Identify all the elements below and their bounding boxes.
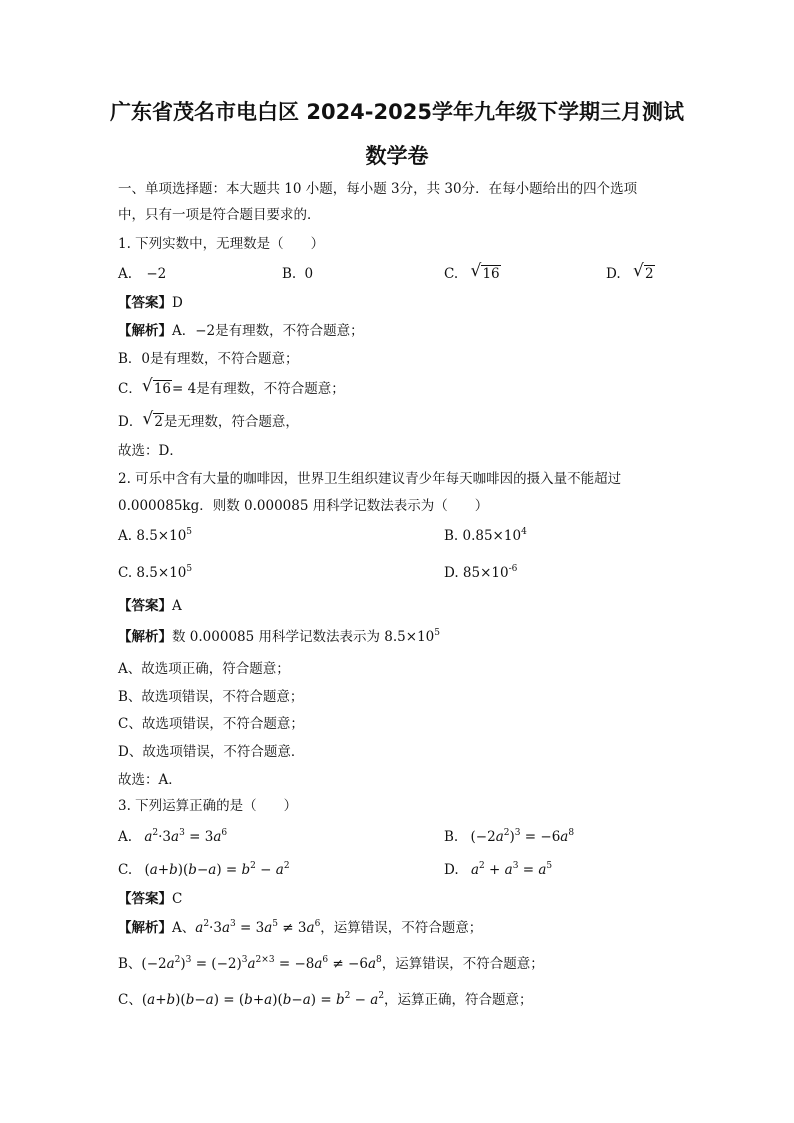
q2-option-a-text: A. 8.5×10 xyxy=(118,528,187,544)
q2-answer-tag: 【答案】 xyxy=(118,598,172,614)
q1-analysis-d xyxy=(118,409,299,431)
q3-analysis-c xyxy=(118,991,533,1009)
q2-analysis xyxy=(118,628,440,646)
q1-analysis-a-text: A．−2是有理数，不符合题意； xyxy=(172,323,364,339)
q1-option-c xyxy=(444,261,501,283)
q1-conclusion: 故选：D． xyxy=(118,443,183,459)
q2-analysis-exp: 5 xyxy=(434,628,440,638)
q3-option-d-expr: $a^2 + a^3 = a^5$ xyxy=(470,861,553,878)
q1-option-a xyxy=(118,265,166,283)
q1-analysis-tag: 【解析】 xyxy=(118,323,172,339)
q2-option-b-text: B. 0.85×10 xyxy=(444,528,522,544)
q3-analysis-c-prefix: C、 xyxy=(118,992,142,1008)
q3-option-d xyxy=(444,861,552,879)
q1-analysis-c-suffix: = 4是有理数，不符合题意； xyxy=(172,381,345,397)
q1-option-c-label: C. xyxy=(444,266,459,282)
q1-analysis-d-sqrt: √ 2 xyxy=(142,409,163,430)
q1-answer xyxy=(118,294,183,312)
q1-option-b-label: B. xyxy=(282,266,297,282)
q1-option-a-label: A. xyxy=(118,266,133,282)
q1-option-b-value: 0 xyxy=(304,266,314,282)
q2-option-a-exp: 5 xyxy=(186,527,193,537)
section-instructions-line2: 中，只有一项是符合题目要求的． xyxy=(118,207,321,223)
q1-analysis-c-sqrt: √ 16 xyxy=(141,376,172,397)
q1-option-d-radicand: 2 xyxy=(644,266,654,282)
q2-option-c-text: C. 8.5×10 xyxy=(118,565,187,581)
q1-option-c-radicand: 16 xyxy=(482,266,500,282)
q2-analysis-tag: 【解析】 xyxy=(118,629,172,645)
q3-analysis-c-expr: $(a+b)(b-a) = (b+a)(b-a) = b^2 - a^2$ xyxy=(141,991,385,1008)
q3-answer-value: C xyxy=(172,891,183,907)
q2-analysis-d: D、故选项错误，不符合题意． xyxy=(118,744,305,760)
q3-analysis-tag: 【解析】 xyxy=(118,920,172,936)
q3-analysis-a xyxy=(118,919,482,937)
q1-analysis-c-radicand: 16 xyxy=(153,381,172,397)
q3-option-b-expr: $(-2a^2)^3 = -6a^8$ xyxy=(470,828,575,845)
q1-option-a-value: −2 xyxy=(146,266,167,282)
q3-analysis-a-suffix: ，运算错误，不符合题意； xyxy=(320,920,483,936)
q3-option-d-label: D. xyxy=(444,862,459,878)
q3-analysis-a-prefix: A、 xyxy=(172,920,196,936)
q2-stem-line2: 0.000085kg．则数 0.000085 用科学记数法表示为（ ） xyxy=(118,498,489,514)
q1-analysis-c-prefix: C． xyxy=(118,381,142,397)
q3-answer xyxy=(118,890,182,908)
q3-option-b-label: B. xyxy=(444,829,459,845)
q1-analysis-c xyxy=(118,376,345,398)
q3-analysis-b-suffix: ，运算错误，不符合题意； xyxy=(381,956,544,972)
q3-analysis-a-expr: $a^2\cdot 3a^3 = 3a^5 \ne 3a^6$ xyxy=(195,919,321,936)
q1-option-c-sqrt: √ 16 xyxy=(470,261,500,282)
q1-analysis-d-radicand: 2 xyxy=(154,414,163,430)
q3-option-a-expr: $a^2\cdot 3a^3 = 3a^6$ xyxy=(144,828,228,845)
q3-analysis-c-suffix: ，运算正确，符合题意； xyxy=(384,992,533,1008)
q2-option-b xyxy=(444,527,527,545)
q1-analysis-d-prefix: D． xyxy=(118,414,143,430)
q3-analysis-b-prefix: B、 xyxy=(118,956,142,972)
q2-conclusion: 故选：A． xyxy=(118,772,182,788)
q2-analysis-b: B、故选项错误，不符合题意； xyxy=(118,689,304,705)
q3-analysis-b xyxy=(118,955,544,973)
q1-option-d-label: D. xyxy=(606,266,621,282)
q3-option-a xyxy=(118,828,227,846)
q1-option-d-sqrt: √ 2 xyxy=(632,261,654,282)
q2-option-a xyxy=(118,527,192,545)
q2-answer-value: A xyxy=(172,598,182,614)
q2-option-d-exp: -6 xyxy=(508,564,518,574)
q2-stem-line1: 2. 可乐中含有大量的咖啡因，世界卫生组织建议青少年每天咖啡因的摄入量不能超过 xyxy=(118,471,622,487)
q1-option-b xyxy=(282,265,313,283)
q2-option-d xyxy=(444,564,517,582)
q1-answer-tag: 【答案】 xyxy=(118,295,172,311)
q2-answer xyxy=(118,597,182,615)
q2-option-c xyxy=(118,564,192,582)
q2-analysis-text: 数 0.000085 用科学记数法表示为 8.5×10 xyxy=(172,629,435,645)
q3-option-b xyxy=(444,828,574,846)
q1-option-d xyxy=(606,261,655,283)
q3-stem: 3. 下列运算正确的是（ ） xyxy=(118,798,298,814)
q1-analysis-a xyxy=(118,322,364,340)
page-title: 广东省茂名市电白区 2024-2025学年九年级下学期三月测试 xyxy=(110,100,684,124)
q2-analysis-a: A、故选项正确，符合题意； xyxy=(118,661,290,677)
q3-option-c xyxy=(118,861,290,879)
q3-option-c-expr: $(a+b)(b-a) = b^2 - a^2$ xyxy=(144,861,290,878)
q1-analysis-d-suffix: 是无理数，符合题意， xyxy=(163,414,299,430)
q3-answer-tag: 【答案】 xyxy=(118,891,172,907)
q2-option-c-exp: 5 xyxy=(186,564,193,574)
q1-analysis-b: B．0是有理数，不符合题意； xyxy=(118,351,299,367)
page-subtitle: 数学卷 xyxy=(365,144,429,168)
q3-analysis-b-expr: $(-2a^2)^3 = (-2)^3a^{2\times 3} = -8a^6 \ne -6a^8$ xyxy=(141,955,382,972)
q2-option-b-exp: 4 xyxy=(521,527,527,537)
q1-stem: 1. 下列实数中，无理数是（ ） xyxy=(118,236,325,252)
q2-option-d-text: D. 85×10 xyxy=(444,565,509,581)
q2-analysis-c: C、故选项错误，不符合题意； xyxy=(118,716,304,732)
q3-option-a-label: A. xyxy=(118,829,133,845)
q3-option-c-label: C. xyxy=(118,862,133,878)
q1-answer-value: D xyxy=(172,295,183,311)
section-instructions-line1: 一、单项选择题：本大题共 10 小题，每小题 3分，共 30分．在每小题给出的四个选项 xyxy=(118,181,638,197)
